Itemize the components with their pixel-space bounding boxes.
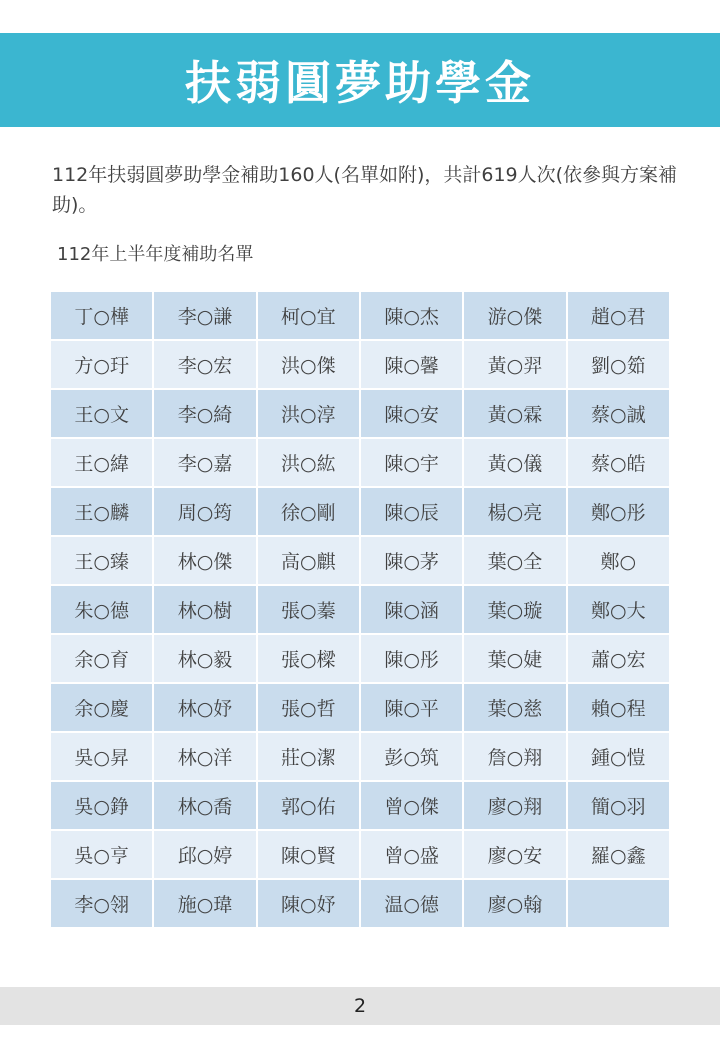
name-cell: 王○文: [50, 389, 153, 438]
name-cell: 陳○杰: [360, 291, 463, 340]
name-cell: 鄭○: [567, 536, 670, 585]
name-cell: 黃○羿: [463, 340, 566, 389]
name-cell: 李○綺: [153, 389, 256, 438]
name-cell: 陳○賢: [257, 830, 360, 879]
name-cell: 余○育: [50, 634, 153, 683]
name-cell: 林○樹: [153, 585, 256, 634]
name-cell: 王○麟: [50, 487, 153, 536]
table-row: [50, 732, 670, 781]
name-cell: 葉○慈: [463, 683, 566, 732]
name-cell: 曾○盛: [360, 830, 463, 879]
name-cell: 莊○潔: [257, 732, 360, 781]
name-cell: 施○瑋: [153, 879, 256, 928]
name-cell: 朱○德: [50, 585, 153, 634]
name-cell: 邱○婷: [153, 830, 256, 879]
table-row: [50, 487, 670, 536]
name-cell: 陳○安: [360, 389, 463, 438]
name-cell: 廖○翰: [463, 879, 566, 928]
name-cell: 李○翎: [50, 879, 153, 928]
table-row: [50, 340, 670, 389]
name-cell: 陳○宇: [360, 438, 463, 487]
name-cell: 張○哲: [257, 683, 360, 732]
name-cell: 洪○淳: [257, 389, 360, 438]
name-cell: 柯○宜: [257, 291, 360, 340]
table-row: [50, 781, 670, 830]
name-cell: 吳○昇: [50, 732, 153, 781]
intro-paragraph: 112年扶弱圓夢助學金補助160人(名單如附)，共計619人次(依參與方案補助)。: [52, 164, 678, 216]
recipient-names-table: [49, 290, 671, 929]
name-cell: 李○嘉: [153, 438, 256, 487]
name-cell: 楊○亮: [463, 487, 566, 536]
name-cell: 周○筠: [153, 487, 256, 536]
name-cell: 余○慶: [50, 683, 153, 732]
name-cell: 洪○傑: [257, 340, 360, 389]
name-cell: 蕭○宏: [567, 634, 670, 683]
table-row: [50, 683, 670, 732]
name-cell: 陳○辰: [360, 487, 463, 536]
table-row: [50, 389, 670, 438]
name-cell: 徐○剛: [257, 487, 360, 536]
name-cell: 洪○紘: [257, 438, 360, 487]
name-cell: 張○樑: [257, 634, 360, 683]
name-cell: 林○妤: [153, 683, 256, 732]
name-cell: 游○傑: [463, 291, 566, 340]
table-row: [50, 438, 670, 487]
name-cell: 黃○霖: [463, 389, 566, 438]
name-cell: 丁○樺: [50, 291, 153, 340]
name-cell: 蔡○誠: [567, 389, 670, 438]
page-title: 扶弱圓夢助學金: [185, 56, 535, 110]
name-cell: 趙○君: [567, 291, 670, 340]
name-cell: 高○麒: [257, 536, 360, 585]
name-cell: 彭○筑: [360, 732, 463, 781]
name-cell: 鄭○彤: [567, 487, 670, 536]
name-cell: 陳○平: [360, 683, 463, 732]
name-cell: 詹○翔: [463, 732, 566, 781]
table-row: [50, 585, 670, 634]
table-row: [50, 291, 670, 340]
name-cell: 黃○儀: [463, 438, 566, 487]
name-cell: 賴○程: [567, 683, 670, 732]
name-cell: 陳○馨: [360, 340, 463, 389]
name-cell: 張○蓁: [257, 585, 360, 634]
name-cell: 鄭○大: [567, 585, 670, 634]
name-cell: 林○傑: [153, 536, 256, 585]
name-cell: 李○謙: [153, 291, 256, 340]
list-heading: 112年上半年度補助名單: [57, 244, 254, 265]
name-cell: 李○宏: [153, 340, 256, 389]
name-cell: 廖○翔: [463, 781, 566, 830]
name-cell: 葉○全: [463, 536, 566, 585]
name-cell: 葉○婕: [463, 634, 566, 683]
name-cell: 吳○亨: [50, 830, 153, 879]
name-cell: 吳○錚: [50, 781, 153, 830]
name-cell: 温○德: [360, 879, 463, 928]
name-cell: 陳○涵: [360, 585, 463, 634]
table-row: [50, 634, 670, 683]
name-cell: 蔡○皓: [567, 438, 670, 487]
page-number: 2: [353, 995, 367, 1017]
name-cell: 林○毅: [153, 634, 256, 683]
name-cell: 廖○安: [463, 830, 566, 879]
name-cell: 郭○佑: [257, 781, 360, 830]
name-cell: 羅○鑫: [567, 830, 670, 879]
footer-bar: [0, 987, 720, 1025]
name-cell: [567, 879, 670, 928]
name-cell: 林○喬: [153, 781, 256, 830]
name-cell: 陳○彤: [360, 634, 463, 683]
name-cell: 林○洋: [153, 732, 256, 781]
name-cell: 陳○茅: [360, 536, 463, 585]
name-cell: 曾○傑: [360, 781, 463, 830]
name-cell: 陳○妤: [257, 879, 360, 928]
table-row: [50, 830, 670, 879]
table-row: [50, 879, 670, 928]
name-cell: 簡○羽: [567, 781, 670, 830]
table-row: [50, 536, 670, 585]
name-cell: 方○玗: [50, 340, 153, 389]
name-cell: 劉○筎: [567, 340, 670, 389]
header-banner: [0, 33, 720, 127]
name-cell: 王○緯: [50, 438, 153, 487]
name-cell: 鍾○愷: [567, 732, 670, 781]
name-cell: 王○臻: [50, 536, 153, 585]
names-table-body: [50, 291, 670, 928]
name-cell: 葉○璇: [463, 585, 566, 634]
